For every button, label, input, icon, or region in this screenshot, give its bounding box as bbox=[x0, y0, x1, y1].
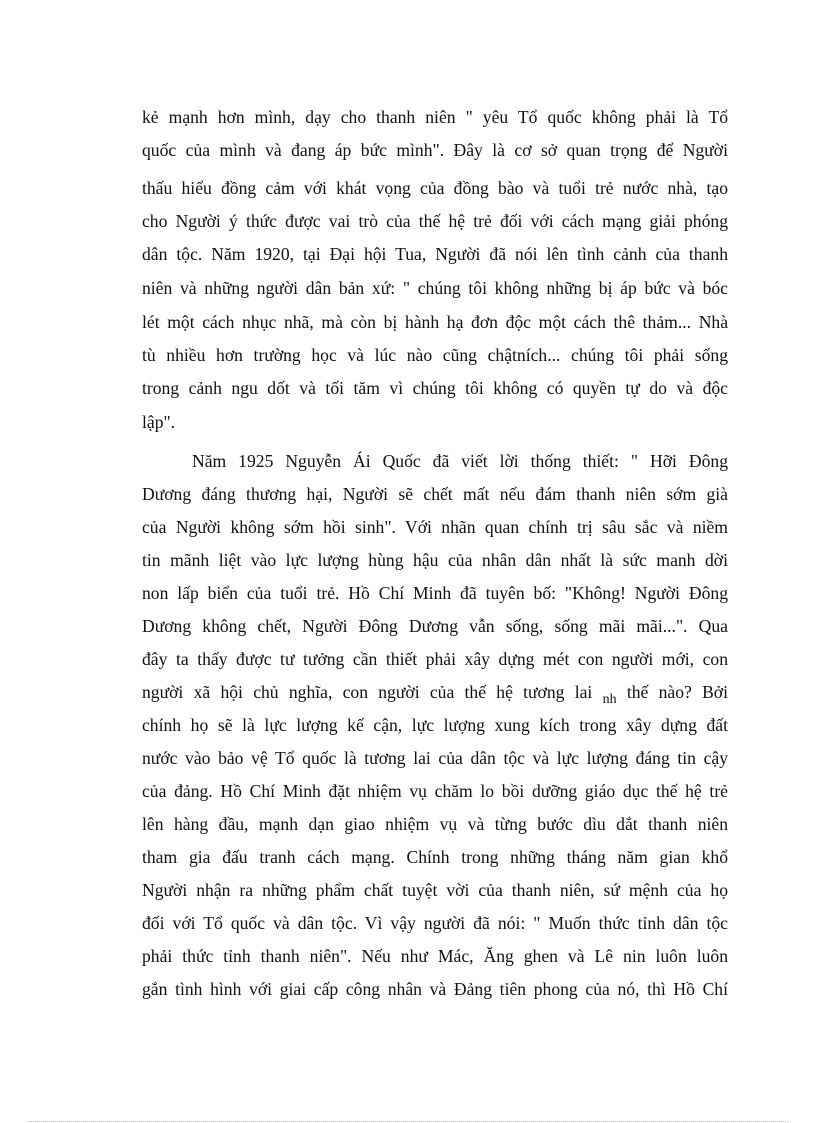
text-line: thấu hiểu đồng cảm với khát vọng của đồng bào và tuổi trẻ nước nhà, tạo bbox=[142, 178, 728, 198]
text-line: Người nhận ra những phẩm chất tuyệt vời của thanh niên, sứ mệnh của họ bbox=[142, 880, 728, 900]
text-line: chính họ sẽ là lực lượng kế cận, lực lượng xung kích trong xây dựng đất bbox=[142, 715, 728, 735]
text-line: Dương không chết, Người Đông Dương vẫn sống, sống mãi mãi...". Qua bbox=[142, 616, 728, 636]
text-line: lét một cách nhục nhã, mà còn bị hành hạ đơn độc một cách thê thảm... Nhà bbox=[142, 312, 728, 332]
text-line: đây ta thấy được tư tưởng cần thiết phải xây dựng mét con người mới, con bbox=[142, 649, 728, 669]
text-line: dân tộc. Năm 1920, tại Đại hội Tua, Người đã nói lên tình cảnh của thanh bbox=[142, 244, 728, 264]
text-line: của Người không sớm hồi sinh". Với nhãn quan chính trị sâu sắc và niềm bbox=[142, 517, 728, 537]
text-line: đối với Tổ quốc và dân tộc. Vì vậy người đã nói: " Muốn thức tỉnh dân tộc bbox=[142, 913, 728, 933]
stray-fragment: nh bbox=[602, 692, 617, 707]
text-line: tham gia đấu tranh cách mạng. Chính trong những tháng năm gian khổ bbox=[142, 847, 728, 867]
text-segment: thế nào? Bởi bbox=[626, 682, 728, 702]
text-line: Năm 1925 Nguyễn Ái Quốc đã viết lời thống thiết: " Hỡi Đông bbox=[192, 451, 728, 471]
text-segment: người xã hội chủ nghĩa, con người của thế hệ tương lai bbox=[142, 682, 593, 702]
text-line: trong cảnh ngu dốt và tối tăm vì chúng tôi không có quyền tự do và độc bbox=[142, 378, 728, 398]
text-line-with-fragment bbox=[142, 681, 728, 706]
text-line: Dương đáng thương hại, Người sẽ chết mất nếu đám thanh niên sớm già bbox=[142, 484, 728, 504]
page-bottom-divider bbox=[28, 1121, 788, 1122]
text-line: kẻ mạnh hơn mình, dạy cho thanh niên " yêu Tổ quốc không phải là Tổ bbox=[142, 107, 728, 127]
text-line: lập". bbox=[142, 412, 176, 432]
text-line: phải thức tỉnh thanh niên". Nếu như Mác, Ăng ghen và Lê nin luôn luôn bbox=[142, 946, 728, 966]
text-line: quốc của mình và đang áp bức mình". Đây là cơ sở quan trọng để Người bbox=[142, 140, 728, 160]
text-line: tin mãnh liệt vào lực lượng hùng hậu của nhân dân nhất là sức manh dời bbox=[142, 550, 728, 570]
text-line: nước vào bảo vệ Tổ quốc là tương lai của dân tộc và lực lượng đáng tin cậy bbox=[142, 748, 728, 768]
text-line: cho Người ý thức được vai trò của thế hệ trẻ đối với cách mạng giải phóng bbox=[142, 211, 728, 231]
text-line: non lấp biển của tuổi trẻ. Hồ Chí Minh đã tuyên bố: "Không! Người Đông bbox=[142, 583, 728, 603]
text-line: gắn tình hình với giai cấp công nhân và Đảng tiên phong của nó, thì Hồ Chí bbox=[142, 979, 728, 999]
text-line: của đảng. Hồ Chí Minh đặt nhiệm vụ chăm lo bồi dưỡng giáo dục thế hệ trẻ bbox=[142, 781, 728, 801]
text-line: lên hàng đầu, mạnh dạn giao nhiệm vụ và từng bước dìu dắt thanh niên bbox=[142, 814, 728, 834]
text-line: tù nhiều hơn trường học và lúc nào cũng chậtních... chúng tôi phải sống bbox=[142, 345, 728, 365]
text-line: niên và những người dân bản xứ: " chúng tôi không những bị áp bức và bóc bbox=[142, 278, 728, 298]
